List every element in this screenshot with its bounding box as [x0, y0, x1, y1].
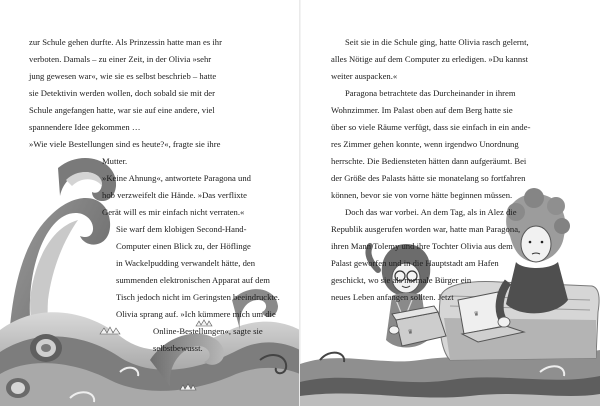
- text-line: Olivia sprang auf. »Ich kümmere mich um die: [116, 309, 276, 319]
- text-line: Online-Bestellungen«, sagte sie: [153, 326, 263, 336]
- svg-text:♛: ♛: [407, 329, 414, 336]
- text-line: weiter auspacken.«: [331, 71, 398, 81]
- text-line: Schule angefangen hatte, war sie auf eine andere, viel: [29, 105, 215, 115]
- text-line: Computer einen Blick zu, der Höflinge: [116, 241, 251, 251]
- text-line: sie Detektivin werden wollen, doch sobald sie mit der: [29, 88, 216, 98]
- text-line: Seit sie in die Schule ging, hatte Olivia rasch gelernt,: [345, 37, 529, 47]
- text-line: summenden elektronischen Apparat auf dem: [116, 275, 271, 285]
- text-line: herrschte. Die Bediensteten hätten dann aufgeräumt. Bei: [331, 156, 527, 166]
- text-line: in Wackelpudding verwandelt hätte, den: [116, 258, 256, 268]
- text-line: »Wie viele Bestellungen sind es heute?«, fragte sie ihre: [29, 139, 221, 149]
- text-line: Doch das war vorbei. An dem Tag, als in Alez die: [345, 207, 517, 217]
- text-line: jung gewesen war«, wie sie es selbst beschrieb – hatte: [29, 71, 217, 81]
- text-line: über so viele Räume verfügt, dass sie einfach in ein ande-: [331, 122, 531, 132]
- text-line: können, bevor sie von vorne hätte beginnen müssen.: [331, 190, 513, 200]
- text-line: Mutter.: [102, 156, 128, 166]
- svg-text:♛: ♛: [473, 311, 480, 318]
- text-line: alles Nötige auf dem Computer zu erledigen. »Du kannst: [331, 54, 529, 64]
- text-line: res Zimmer gehen konnte, wenn irgendwo Unordnung: [331, 139, 519, 149]
- text-line: »Keine Ahnung«, antwortete Paragona und: [102, 173, 251, 183]
- text-line: Gerät will es mir einfach nicht verraten.«: [102, 207, 245, 217]
- text-line: hob verzweifelt die Hände. »Das verflixte: [102, 190, 247, 200]
- text-line: Wohnzimmer. Im Palast oben auf dem Berg hatte sie: [331, 105, 513, 115]
- text-line: Tisch jedoch nicht im Geringsten beeindruckte.: [116, 292, 280, 302]
- text-line: geschickt, wo sie als normale Bürger ein: [331, 275, 472, 285]
- text-line: zur Schule gehen durfte. Als Prinzessin hatte man es ihr: [29, 37, 222, 47]
- text-line: spannendere Idee gekommen …: [29, 122, 141, 132]
- text-line: Sie warf dem klobigen Second-Hand-: [116, 224, 247, 234]
- right-page: [300, 0, 600, 406]
- text-line: neues Leben anfangen sollten. Jetzt: [331, 292, 454, 302]
- text-line: Paragona betrachtete das Durcheinander in ihrem: [345, 88, 516, 98]
- text-line: Palast geworfen und in die Hauptstadt am Hafen: [331, 258, 499, 268]
- text-line: verboten. Damals – zu einer Zeit, in der Olivia »sehr: [29, 54, 212, 64]
- text-line: der Größe des Palasts hätte sie monatelang so fortfahren: [331, 173, 526, 183]
- text-line: Republik ausgerufen worden war, hatte man Paragona,: [331, 224, 521, 234]
- text-line: selbstbewusst.: [153, 343, 203, 353]
- text-line: ihren Mann Tolemy und ihre Tochter Olivia aus dem: [331, 241, 513, 251]
